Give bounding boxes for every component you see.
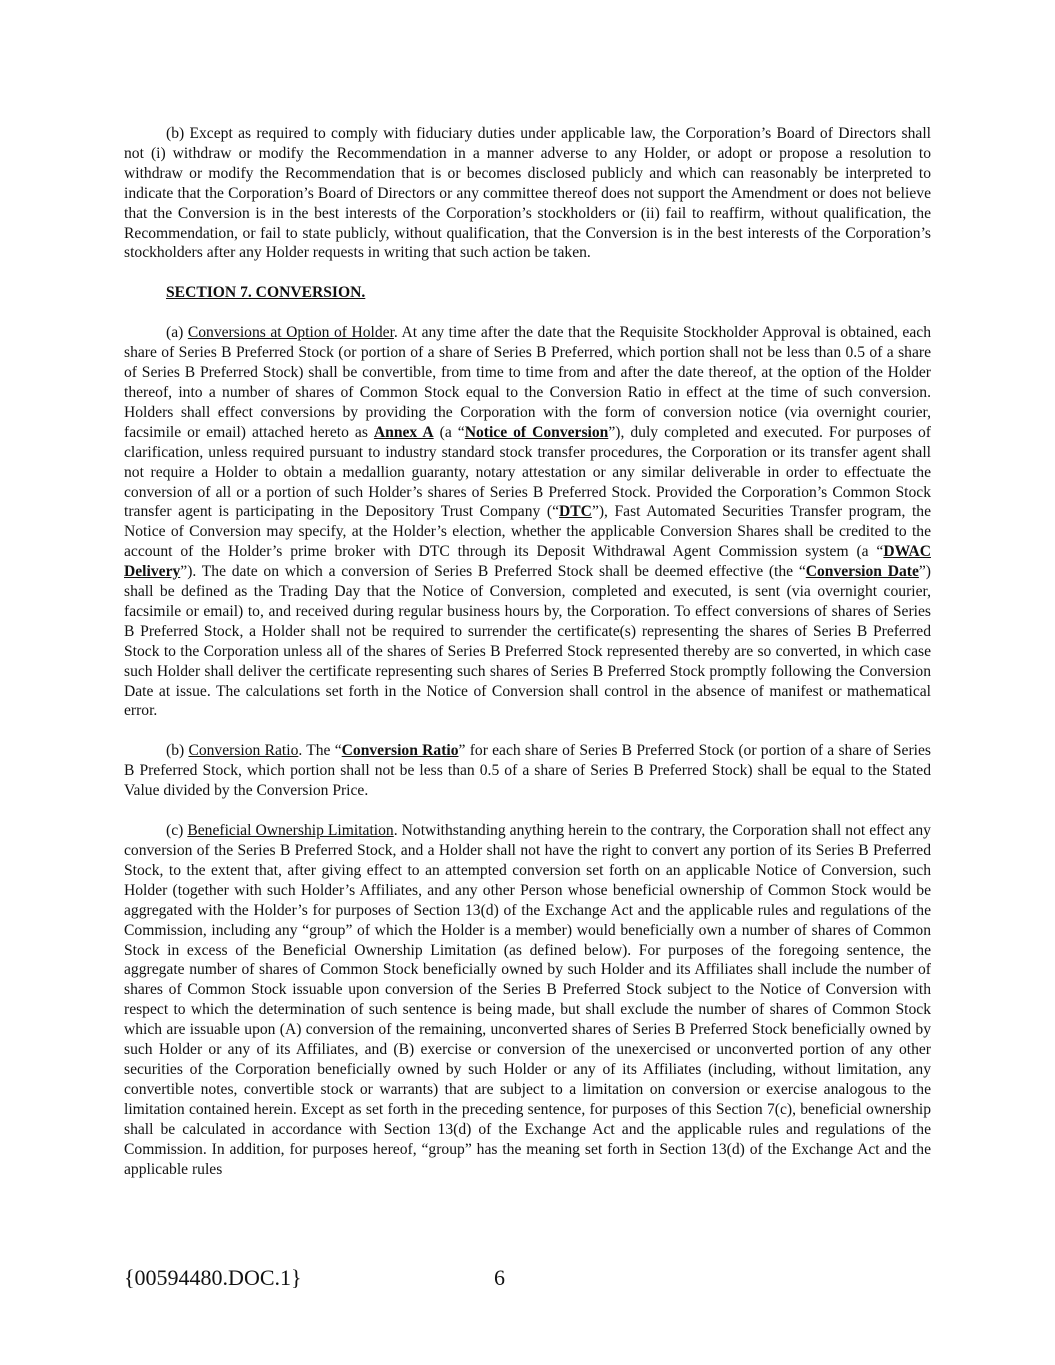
notice-of-conversion-term: Notice of Conversion xyxy=(464,423,609,441)
para-a-prefix: (a) xyxy=(166,324,188,342)
para-a-text: ”), duly completed and executed. For purposes of clarification, unless required pursuant to industry standard stock transfer procedures, the Corporation or its transfer agent shall not require a Holder to obtain a medallion guaranty, notary attestation or any similar deliverable in order to effectuate the conversion of all or a portion of such Holder’s shares of Series B Preferred Stock. Provided the Corporation’s Common Stock transfer agent is participating in the Depository Trust Company (“ xyxy=(124,423,931,521)
dwac-delivery-term: DWAC Delivery xyxy=(124,543,931,581)
para-b-text: ” for each share of Series B Preferred Stock (or portion of a share of Series B Preferred Stock, which portion shall not be less than 0.5 of a share of Series B Preferred Stock) shall be equal to the Stated Value divided by the Conversion Price. xyxy=(124,742,931,800)
conversion-ratio-term: Conversion Ratio xyxy=(341,742,459,760)
paragraph-a-conversions xyxy=(124,323,931,721)
para-a-text: ”) shall be defined as the Trading Day that the Notice of Conversion, completed and executed, is sent (via overnight courier, facsimile or email) to, and received during regular business hours by, the Corporation. To effect conversions of shares of Series B Preferred Stock, a Holder shall not be required to surrender the certificate(s) representing the shares of Series B Preferred Stock to the Corporation unless all of the shares of Series B Preferred Stock represented thereby are so converted, in which case such Holder shall deliver the certificate representing such shares of Series B Preferred Stock promptly following the Conversion Date at issue. The calculations set forth in the Notice of Conversion shall control in the absence of manifest or mathematical error. xyxy=(124,563,931,720)
annex-a-term: Annex A xyxy=(373,423,434,441)
para-b-title: Conversion Ratio xyxy=(188,742,299,760)
para-a-title: Conversions at Option of Holder xyxy=(187,324,394,342)
page-number: 6 xyxy=(494,1265,505,1290)
dtc-term: DTC xyxy=(559,503,592,521)
paragraph-c-beneficial-ownership xyxy=(124,821,931,1179)
para-b-text: . The “ xyxy=(298,742,342,760)
para-c-prefix: (c) xyxy=(166,822,188,840)
para-c-title: Beneficial Ownership Limitation xyxy=(187,822,394,840)
para-a-text: ”). The date on which a conversion of Series B Preferred Stock shall be deemed effective (the “ xyxy=(180,563,806,581)
section-7-heading: SECTION 7. CONVERSION. xyxy=(166,284,366,302)
paragraph-b-fiduciary: (b) Except as required to comply with fiduciary duties under applicable law, the Corporation’s Board of Directors shall not (i) withdraw or modify the Recommendation in a manner adverse to any Holder, or adopt or propose a resolution to withdraw or modify the Recommendation that is or becomes disclosed publicly and which can reasonably be interpreted to indicate that the Corporation’s Board of Directors or any committee thereof does not support the Amendment or does not believe that the Conversion is in the best interests of the Corporation’s stockholders or (ii) fail to reaffirm, without qualification, the Recommendation, or fail to state publicly, without qualification, that the Conversion is in the best interests of the Corporation’s stockholders after any Holder requests in writing that such action be taken. xyxy=(124,125,931,262)
para-c-text: . Notwithstanding anything herein to the contrary, the Corporation shall not effect any conversion of the Series B Preferred Stock, and a Holder shall not have the right to convert any portion of its Series B Preferred Stock, to the extent that, after giving effect to an attempted conversion set forth on an applicable Notice of Conversion, such Holder (together with such Holder’s Affiliates, and any other Person whose beneficial ownership of Common Stock would be aggregated with the Holder’s for purposes of Section 13(d) of the Exchange Act and the applicable rules and regulations of the Commission, including any “group” of which the Holder is a member) would beneficially own a number of shares of Common Stock in excess of the Beneficial Ownership Limitation (as defined below). For purposes of the foregoing sentence, the aggregate number of shares of Common Stock beneficially owned by such Holder and its Affiliates shall include the number of shares of Common Stock issuable upon conversion of the Series B Preferred Stock subject to the Notice of Conversion with respect to which the determination of such sentence is being made, but shall exclude the number of shares of Common Stock which are issuable upon (A) conversion of the remaining, unconverted shares of Series B Preferred Stock beneficially owned by such Holder or any of its Affiliates, and (B) exercise or conversion of the unexercised or unconverted portion of any other securities of the Corporation beneficially owned by such Holder or any of its Affiliates (including, without limitation, any convertible notes, convertible stock or warrants) that are subject to a limitation on conversion or exercise analogous to the limitation contained herein. Except as set forth in the preceding sentence, for purposes of this Section 7(c), beneficial ownership shall be calculated in accordance with Section 13(d) of the Exchange Act and the applicable rules and regulations of the Commission. In addition, for purposes hereof, “group” has the meaning set forth in Section 13(d) of the Exchange Act and the applicable rules xyxy=(124,822,931,1178)
conversion-date-term: Conversion Date xyxy=(805,563,919,581)
para-a-text: . At any time after the date that the Requisite Stockholder Approval is obtained, each share of Series B Preferred Stock (or portion of a share of Series B Preferred, which portion shall not be less than 0.5 of a share of Series B Preferred Stock) shall be convertible, from time to time from and after the date thereof, at the option of the Holder thereof, into a number of shares of Common Stock equal to the Conversion Ratio in effect at the time of such conversion. Holders shall effect conversions by providing the Corporation with the form of conversion notice (via overnight courier, facsimile or email) attached hereto as xyxy=(124,324,931,441)
document-page xyxy=(124,124,931,1179)
para-b-prefix: (b) xyxy=(166,742,189,760)
document-code: {00594480.DOC.1} xyxy=(124,1265,302,1290)
para-a-text: ”), Fast Automated Securities Transfer program, the Notice of Conversion may specify, at the Holder’s election, whether the applicable Conversion Shares shall be credited to the account of the Holder’s prime broker with DTC through its Deposit Withdrawal Agent Commission system (a “ xyxy=(124,503,932,561)
para-a-text: (a “ xyxy=(433,423,465,441)
paragraph-b-conversion-ratio xyxy=(124,741,931,801)
page-footer xyxy=(124,1265,931,1295)
